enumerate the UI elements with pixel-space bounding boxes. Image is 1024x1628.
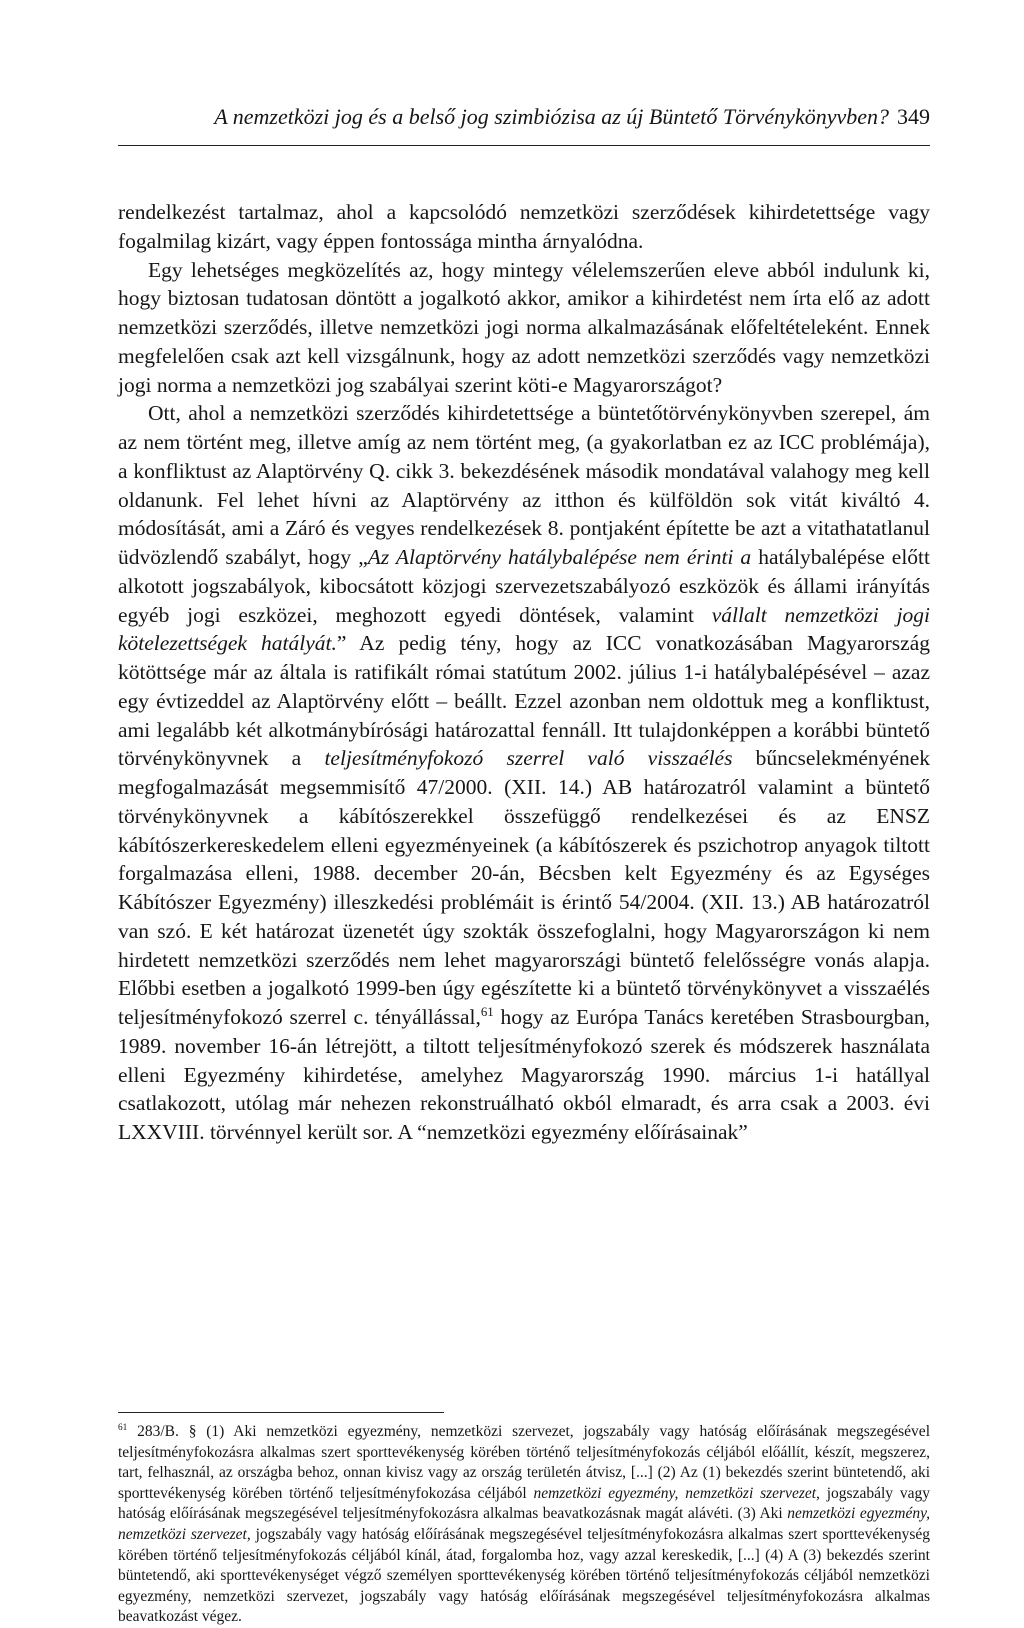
footnote-text-2: jogszabály vagy hatóság előírásának megszegésével teljesítményfokozásra alkalmas beavatkozásnak magát alávéti. (3) Aki [118,1484,930,1523]
paragraph-1: rendelkezést tartalmaz, ahol a kapcsolódó nemzetközi szerződések kihirdetettsége vagy fogalmilag kizárt, vagy éppen fontossága mintha árnyalódna. [118,200,930,253]
p3-quote-italic-2: vállalt nemzetközi jogi kötelezettségek hatályát. [118,602,931,656]
p3-text-d: bűncselekményének megfogalmazását megsemmisítő 47/2000. (XII. 14.) AB határozatról valamint a büntető törvénykönyvnek a kábítószerekkel összefüggő rendelkezései és az ENSZ kábítószerkereskedelem elleni egyezményeinek (a kábítószerek és pszichotrop anyagok tiltott forgalmazása elleni, 1988. december 20-án, Bécsben kelt Egyezmény és az Egységes Kábítószer Egyezmény) illeszkedési problémáit is érintő 54/2004. (XII. 13.) AB határozatról van szó. E két határozat üzenetét úgy szokták összefoglalni, hogy Magyarországon ki nem hirdetett nemzetközi szerződés nem lehet magyarországi büntető felelősségre vonás alapja. Előbbi esetben a jogalkotó 1999-ben úgy egészítette ki a büntető törvénykönyvet a visszaélés teljesítményfokozó szerrel c. tényállással, [118,746,931,1029]
header-rule [118,145,930,146]
p3-quote-italic: Az Alaptörvény hatálybalépése nem érinti a [367,545,752,569]
running-header [118,104,930,130]
footnote-ref: 61 [480,1004,494,1019]
page-number: 349 [897,104,930,129]
p3-text-b: hatálybalépése előtt alkotott jogszabályok, kibocsátott közjogi szervezetszabályozó eszközök és állami irányítás egyéb jogi eszközei, meghozott egyedi döntések, valamint [118,545,930,627]
p3-text-c: ” Az pedig tény, hogy az ICC vonatkozásában Magyarország kötöttsége már az általa is ratifikált római statútum 2002. július 1-i hatálybalépésével – azaz egy évtizeddel az Alaptörvény előtt – beállt. Ezzel azonban nem oldottuk meg a konfliktust, ami legalább két alkotmánybírósági határozattal fennáll. Itt tulajdonképpen a korábbi büntető törvénykönyvnek a [118,631,930,771]
footnote-number: 61 [118,1422,128,1433]
footnote-text-1: 283/B. § (1) Aki nemzetközi egyezmény, nemzetközi szervezet, jogszabály vagy hatóság előírásának megszegésével teljesítményfokozásra alkalmas szert sporttevékenység körében történő teljesítményfokozás céljából előállít, készít, megszerez, tart, felhasznál, az országba behoz, onnan kivisz vagy az ország területén átvisz, [...] (2) Az (1) bekezdés szerint büntetendő, aki sporttevékenység körében történő teljesítményfokozása céljából [118,1423,930,1502]
footnote-text-3: jogszabály vagy hatóság előírásának megszegésével teljesítményfokozásra alkalmas szert sporttevékenység körében történő teljesítményfokozás céljából kínál, átad, forgalomba hoz, vagy azzal kereskedik, [...] (4) A (3) bekezdés szerint büntetendő, aki sporttevékenységet végző személyen sporttevékenység körében történő teljesítményfokozás céljából nemzetközi egyezmény, nemzetközi szervezet, jogszabály vagy hatóság előírásának megszegésével teljesítményfokozásra alkalmas beavatkozást végez. [118,1525,930,1626]
body-text [118,198,930,1147]
p3-text-a: Ott, ahol a nemzetközi szerződés kihirdetettsége a büntetőtörvénykönyvben szerepel, ám az nem történt meg, illetve amíg az nem történt meg, (a gyakorlatban ez az ICC problémája), a konfliktust az Alaptörvény Q. cikk 3. bekezdésének második mondatával valahogy meg kell oldanunk. Fel lehet hívni az Alaptörvény az itthon és külföldön sok vitát kiváltó 4. módosítását, ami a Záró és vegyes rendelkezések 8. pontjaként építette be azt a vitathatatlanul üdvözlendő szabályt, hogy „ [118,401,930,569]
footnote-italic-2: nemzetközi egyezmény, nemzetközi szervezet, [118,1505,930,1543]
paragraph-3 [118,399,930,1147]
footnote-italic-1: nemzetközi egyezmény, nemzetközi szervezet, [533,1484,820,1502]
paragraph-2: Egy lehetséges megközelítés az, hogy mintegy vélelemszerűen eleve abból indulunk ki, hogy biztosan tudatosan döntött a jogalkotó akkor, amikor a kihirdetést nem írta elő az adott nemzetközi szerződés, illetve nemzetközi jogi norma alkalmazásának előfeltételeként. Ennek megfelelően csak azt kell vizsgálnunk, hogy az adott nemzetközi szerződés vagy nemzetközi jogi norma a nemzetközi jog szabályai szerint köti-e Magyarországot? [118,257,930,397]
running-title: A nemzetközi jog és a belső jog szimbiózisa az új Büntető Törvénykönyvben? [214,104,889,129]
footnote [118,1422,930,1628]
footnote-rule [118,1412,444,1413]
p3-offense-italic: teljesítményfokozó szerrel való visszaélés [324,746,733,771]
p3-text-e: hogy az Európa Tanács keretében Strasbourgban, 1989. november 16-án létrejött, a tiltott teljesítményfokozó szerek és módszerek használata elleni Egyezmény kihirdetése, amelyhez Magyarország 1990. március 1-i hatállyal csatlakozott, utólag már nehezen rekonstruálható okból elmaradt, és arra csak a 2003. évi LXXVIII. törvénnyel került sor. A “nemzetközi egyezmény előírásainak” [118,1005,931,1144]
